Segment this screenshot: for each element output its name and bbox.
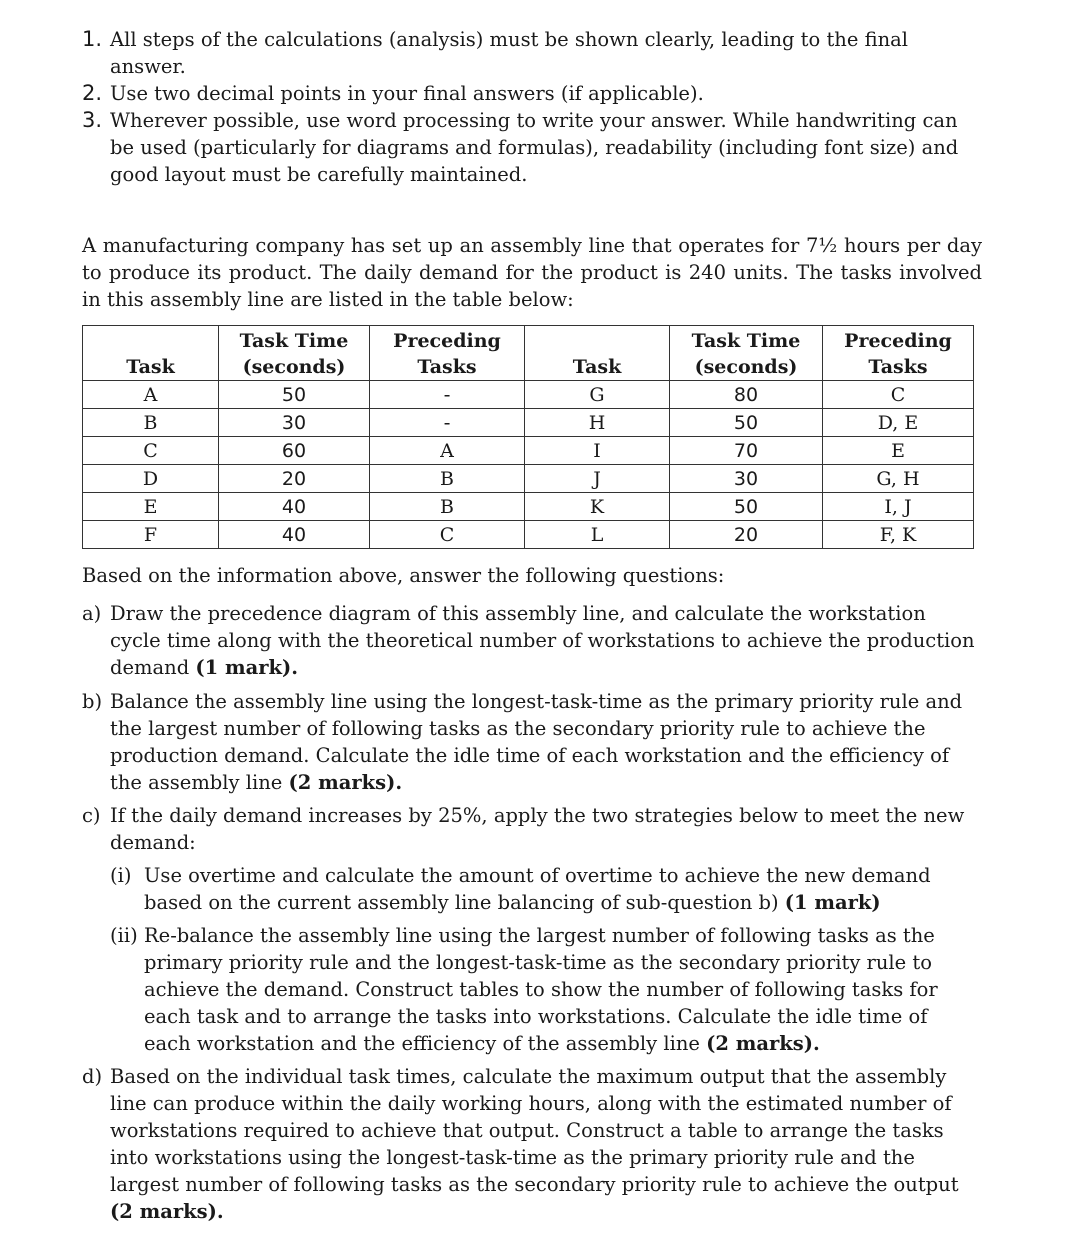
cell-preceding: B	[370, 493, 525, 521]
question-text: Re-balance the assembly line using the largest number of following tasks as the primary priority rule and the longest-task-time as the secondary priority rule to achieve the demand. Construct tables to show the number of following tasks for each task and to arrange the tasks into workstations. Calculate the idle time of each workstation and the efficiency of the assembly line	[144, 924, 938, 1055]
cell-time: 30	[219, 409, 370, 437]
cell-preceding: B	[370, 465, 525, 493]
cell-time: 20	[670, 521, 823, 549]
question-b	[82, 688, 982, 796]
question-label: b)	[82, 690, 103, 713]
table-row	[83, 465, 974, 493]
question-marks: (2 marks).	[288, 771, 403, 794]
cell-time: 40	[219, 493, 370, 521]
question-label: (i)	[110, 864, 132, 887]
question-marks: (1 mark).	[195, 656, 299, 679]
header-preceding-left: Preceding Tasks	[370, 326, 525, 381]
table-row	[83, 409, 974, 437]
cell-time: 60	[219, 437, 370, 465]
cell-preceding: -	[370, 409, 525, 437]
cell-time: 40	[219, 521, 370, 549]
question-marks: (2 marks).	[706, 1032, 820, 1055]
question-text: Based on the individual task times, calculate the maximum output that the assembly line can produce within the daily working hours, along with the estimated number of workstations required to achieve that output. Construct a table to arrange the tasks into workstations using the longest-task-time as the primary priority rule and the largest number of following tasks as the secondary priority rule to achieve the output	[110, 1065, 959, 1196]
instruction-text: Use two decimal points in your final answers (if applicable).	[110, 82, 704, 105]
instruction-number: 1.	[82, 27, 103, 51]
cell-time: 80	[670, 381, 823, 409]
header-task-right: Task	[525, 326, 670, 381]
cell-time: 50	[670, 409, 823, 437]
question-marks: (2 marks).	[110, 1200, 224, 1223]
question-label: d)	[82, 1065, 103, 1088]
cell-time: 70	[670, 437, 823, 465]
instruction-1	[82, 26, 982, 80]
cell-preceding: G, H	[823, 465, 974, 493]
cell-preceding: E	[823, 437, 974, 465]
instruction-text: All steps of the calculations (analysis) must be shown clearly, leading to the final answer.	[110, 28, 909, 78]
table-row	[83, 381, 974, 409]
cell-preceding: C	[370, 521, 525, 549]
task-table	[82, 325, 974, 549]
table-header-row	[83, 326, 974, 381]
cell-time: 30	[670, 465, 823, 493]
question-text: Use overtime and calculate the amount of overtime to achieve the new demand based on the current assembly line balancing of sub-question b)	[144, 864, 931, 914]
question-label: c)	[82, 804, 101, 827]
instruction-number: 3.	[82, 108, 103, 132]
table-row	[83, 493, 974, 521]
cell-task: D	[83, 465, 219, 493]
table-row	[83, 521, 974, 549]
instruction-text: Wherever possible, use word processing to write your answer. While handwriting can be used (particularly for diagrams and formulas), readability (including font size) and good layout must be carefully maintained.	[110, 109, 959, 186]
question-c-ii	[110, 922, 980, 1057]
cell-task: B	[83, 409, 219, 437]
cell-task: E	[83, 493, 219, 521]
cell-task: F	[83, 521, 219, 549]
cell-task: C	[83, 437, 219, 465]
instructions-list	[82, 26, 982, 188]
header-task-left: Task	[83, 326, 219, 381]
question-d	[82, 1063, 982, 1225]
cell-task: J	[525, 465, 670, 493]
cell-preceding: I, J	[823, 493, 974, 521]
cell-task: L	[525, 521, 670, 549]
header-preceding-right: Preceding Tasks	[823, 326, 974, 381]
question-c-i	[110, 862, 980, 916]
cell-time: 50	[219, 381, 370, 409]
cell-preceding: F, K	[823, 521, 974, 549]
cell-task: H	[525, 409, 670, 437]
cell-preceding: C	[823, 381, 974, 409]
instruction-number: 2.	[82, 81, 103, 105]
cell-task: I	[525, 437, 670, 465]
cell-task: K	[525, 493, 670, 521]
question-text: If the daily demand increases by 25%, apply the two strategies below to meet the new demand:	[110, 804, 965, 854]
header-time-right: Task Time (seconds)	[670, 326, 823, 381]
question-label: a)	[82, 602, 102, 625]
header-time-left: Task Time (seconds)	[219, 326, 370, 381]
cell-time: 20	[219, 465, 370, 493]
cell-time: 50	[670, 493, 823, 521]
cell-task: G	[525, 381, 670, 409]
question-marks: (1 mark)	[784, 891, 881, 914]
question-c	[82, 802, 982, 856]
cell-preceding: A	[370, 437, 525, 465]
question-a	[82, 600, 982, 681]
cell-preceding: -	[370, 381, 525, 409]
instruction-2	[82, 80, 982, 107]
table-row	[83, 437, 974, 465]
question-text: Draw the precedence diagram of this assembly line, and calculate the workstation cycle time along with the theoretical number of workstations to achieve the production demand	[110, 602, 975, 679]
instruction-3	[82, 107, 982, 188]
cell-task: A	[83, 381, 219, 409]
questions-intro: Based on the information above, answer the following questions:	[82, 564, 725, 587]
intro-paragraph: A manufacturing company has set up an assembly line that operates for 7½ hours per day to produce its product. The daily demand for the product is 240 units. The tasks involved in this assembly line are listed in the table below:	[82, 234, 982, 311]
question-label: (ii)	[110, 924, 138, 947]
question-text: Balance the assembly line using the longest-task-time as the primary priority rule and the largest number of following tasks as the secondary priority rule to achieve the production demand. Calculate the idle time of each workstation and the efficiency of the assembly line	[110, 690, 963, 794]
cell-preceding: D, E	[823, 409, 974, 437]
